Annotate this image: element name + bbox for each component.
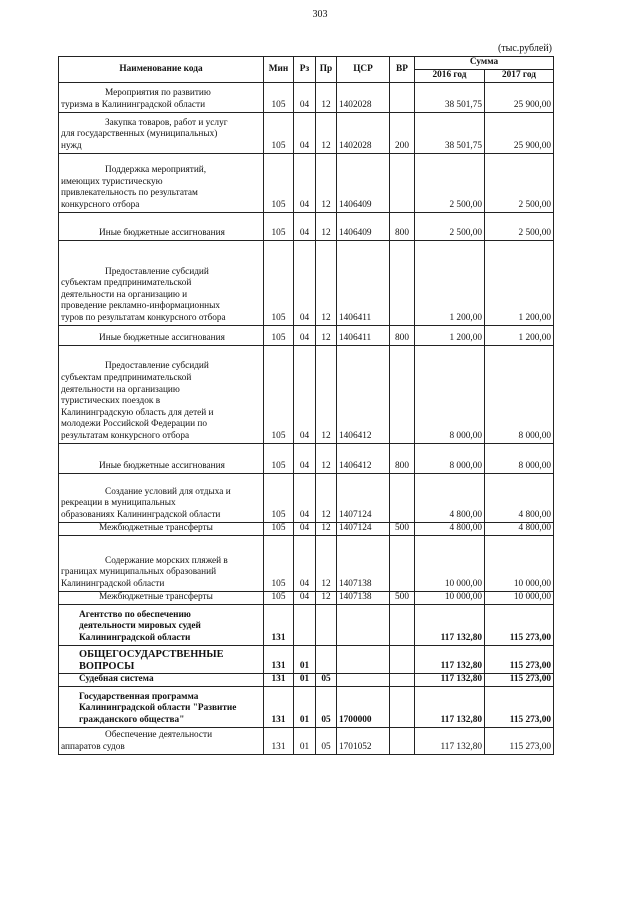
row-name-line: Предоставление субсидий: [105, 266, 209, 277]
row-name-line: Калининградскую область для детей и: [61, 407, 214, 418]
row-min: 105: [264, 535, 294, 591]
row-pr: 12: [316, 325, 337, 345]
row-name-line: проведение рекламно-информационных: [61, 301, 221, 312]
row-amount-2017: 115 273,00: [485, 673, 554, 686]
row-amount-2016: 38 501,75: [415, 82, 485, 112]
row-pr: [316, 645, 337, 673]
row-amount-2016: 2 500,00: [415, 153, 485, 212]
row-amount-2017: 2 500,00: [485, 153, 554, 212]
row-name-line: субъектам предпринимательской: [61, 278, 192, 289]
row-amount-2016: 1 200,00: [415, 240, 485, 325]
row-vr: [390, 727, 415, 754]
row-amount-2017: 1 200,00: [485, 240, 554, 325]
row-rz: 04: [294, 345, 316, 443]
row-name: [59, 325, 264, 345]
row-vr: [390, 345, 415, 443]
row-min: 105: [264, 345, 294, 443]
row-amount-2016: 8 000,00: [415, 345, 485, 443]
table-row: [59, 686, 554, 727]
row-amount-2017: 115 273,00: [485, 645, 554, 673]
row-name-line: субъектам предпринимательской: [61, 373, 192, 384]
row-name-line: ВОПРОСЫ: [79, 661, 135, 672]
row-amount-2017: 25 900,00: [485, 112, 554, 153]
row-name-line: туров по результатам конкурсного отбора: [61, 313, 226, 323]
row-name-line: результатам конкурсного отбора: [61, 431, 190, 441]
row-rz: 04: [294, 443, 316, 473]
table-row: [59, 645, 554, 673]
row-amount-2016: 38 501,75: [415, 112, 485, 153]
row-vr: 800: [390, 212, 415, 240]
row-amount-2017: 4 800,00: [485, 522, 554, 535]
header-year-2016: 2016 год: [415, 69, 485, 82]
row-min: 131: [264, 673, 294, 686]
header-name: Наименование кода: [59, 57, 264, 83]
budget-table: [58, 56, 554, 755]
header-year-2017: 2017 год: [485, 69, 554, 82]
row-min: 131: [264, 727, 294, 754]
row-name: [59, 604, 264, 645]
table-row: [59, 727, 554, 754]
row-rz: 04: [294, 522, 316, 535]
row-pr: 05: [316, 727, 337, 754]
row-amount-2017: 2 500,00: [485, 212, 554, 240]
row-name-line: Калининградской области: [79, 633, 191, 643]
row-name: [59, 645, 264, 673]
header-vr: ВР: [390, 57, 415, 83]
row-min: 131: [264, 645, 294, 673]
row-name-line: имеющих туристическую: [61, 176, 163, 187]
row-name: [59, 153, 264, 212]
row-rz: 04: [294, 535, 316, 591]
header-rz: Рз: [294, 57, 316, 83]
row-vr: 800: [390, 443, 415, 473]
table-row: [59, 345, 554, 443]
row-name-line: Иные бюджетные ассигнования: [99, 228, 225, 238]
row-csr: 1407138: [337, 591, 390, 604]
row-amount-2016: 10 000,00: [415, 535, 485, 591]
row-pr: 12: [316, 535, 337, 591]
table-body: [59, 82, 554, 754]
row-name: [59, 686, 264, 727]
row-amount-2017: 8 000,00: [485, 345, 554, 443]
row-rz: 04: [294, 82, 316, 112]
table-row: [59, 443, 554, 473]
row-name-line: Межбюджетные трансферты: [99, 592, 213, 602]
row-name-line: Иные бюджетные ассигнования: [99, 461, 225, 471]
table-header: [59, 57, 554, 83]
row-amount-2017: 115 273,00: [485, 727, 554, 754]
row-min: 105: [264, 473, 294, 522]
row-name-line: молодежи Российской Федерации по: [61, 419, 208, 430]
row-name: [59, 673, 264, 686]
row-rz: 04: [294, 112, 316, 153]
row-name-line: туристических поездок в: [61, 396, 161, 407]
row-name-line: Калининградской области "Развитие: [79, 703, 237, 714]
row-amount-2016: 8 000,00: [415, 443, 485, 473]
row-name: [59, 212, 264, 240]
table-row: [59, 673, 554, 686]
row-amount-2016: 2 500,00: [415, 212, 485, 240]
row-vr: [390, 686, 415, 727]
row-csr: [337, 645, 390, 673]
row-csr: [337, 604, 390, 645]
row-name-line: для государственных (муниципальных): [61, 129, 218, 140]
row-name-line: конкурсного отбора: [61, 200, 140, 210]
row-pr: 05: [316, 686, 337, 727]
row-pr: 12: [316, 345, 337, 443]
row-name-line: Закупка товаров, работ и услуг: [105, 117, 228, 128]
row-name: [59, 82, 264, 112]
row-name-line: привлекательность по результатам: [61, 188, 198, 199]
row-vr: 200: [390, 112, 415, 153]
row-name: [59, 443, 264, 473]
table-row: [59, 240, 554, 325]
row-name-line: Обеспечение деятельности: [105, 730, 213, 741]
row-name-line: Иные бюджетные ассигнования: [99, 333, 225, 343]
row-name: [59, 522, 264, 535]
row-name: [59, 112, 264, 153]
row-csr: 1406409: [337, 212, 390, 240]
table-row: [59, 112, 554, 153]
row-rz: 04: [294, 325, 316, 345]
row-csr: 1407124: [337, 522, 390, 535]
row-min: 105: [264, 443, 294, 473]
row-pr: 12: [316, 212, 337, 240]
row-csr: [337, 673, 390, 686]
row-amount-2017: 115 273,00: [485, 686, 554, 727]
row-pr: 12: [316, 473, 337, 522]
row-pr: 12: [316, 240, 337, 325]
row-name: [59, 473, 264, 522]
row-min: 131: [264, 686, 294, 727]
row-rz: 04: [294, 153, 316, 212]
row-vr: [390, 473, 415, 522]
row-name-line: деятельности мировых судей: [79, 621, 201, 632]
row-min: 105: [264, 591, 294, 604]
units-label: (тыс.рублей): [497, 43, 552, 54]
row-amount-2017: 10 000,00: [485, 535, 554, 591]
row-name: [59, 535, 264, 591]
row-amount-2017: 115 273,00: [485, 604, 554, 645]
row-name-line: образованиях Калининградской области: [61, 510, 221, 520]
row-amount-2016: 4 800,00: [415, 473, 485, 522]
table-row: [59, 212, 554, 240]
row-min: 105: [264, 112, 294, 153]
row-amount-2017: 25 900,00: [485, 82, 554, 112]
header-sum: Сумма: [415, 57, 554, 70]
row-rz: 04: [294, 591, 316, 604]
row-pr: 12: [316, 153, 337, 212]
row-amount-2017: 1 200,00: [485, 325, 554, 345]
row-csr: 1402028: [337, 112, 390, 153]
row-amount-2016: 117 132,80: [415, 727, 485, 754]
row-min: 105: [264, 153, 294, 212]
row-name-line: Агентство по обеспечению: [79, 609, 191, 620]
row-name-line: Содержание морских пляжей в: [105, 555, 228, 566]
row-csr: 1700000: [337, 686, 390, 727]
row-min: 105: [264, 240, 294, 325]
page-number: 303: [312, 9, 328, 20]
row-amount-2016: 4 800,00: [415, 522, 485, 535]
row-name: [59, 345, 264, 443]
table-row: [59, 535, 554, 591]
row-amount-2016: 1 200,00: [415, 325, 485, 345]
row-rz: 01: [294, 686, 316, 727]
table-row: [59, 325, 554, 345]
row-name-line: Судебная система: [79, 674, 154, 684]
row-vr: [390, 535, 415, 591]
table-row: [59, 153, 554, 212]
row-pr: 12: [316, 591, 337, 604]
row-csr: 1407124: [337, 473, 390, 522]
row-csr: 1406412: [337, 443, 390, 473]
header-pr: Пр: [316, 57, 337, 83]
row-pr: 12: [316, 82, 337, 112]
row-name-line: Калининградской области: [61, 579, 165, 589]
row-amount-2016: 117 132,80: [415, 604, 485, 645]
row-pr: 05: [316, 673, 337, 686]
row-name-line: Мероприятия по развитию: [105, 88, 211, 99]
row-pr: 12: [316, 112, 337, 153]
row-csr: 1407138: [337, 535, 390, 591]
row-min: 131: [264, 604, 294, 645]
row-min: 105: [264, 325, 294, 345]
table-row: [59, 604, 554, 645]
row-vr: [390, 153, 415, 212]
row-amount-2017: 10 000,00: [485, 591, 554, 604]
row-name-line: нужд: [61, 141, 82, 151]
row-pr: 12: [316, 522, 337, 535]
row-vr: 500: [390, 522, 415, 535]
row-name-line: Поддержка мероприятий,: [105, 165, 207, 176]
row-name-line: гражданского общества": [79, 715, 185, 725]
row-csr: 1406411: [337, 240, 390, 325]
row-vr: [390, 82, 415, 112]
row-name-line: Межбюджетные трансферты: [99, 523, 213, 533]
header-min: Мин: [264, 57, 294, 83]
row-name-line: деятельности на организацию и: [61, 289, 188, 300]
row-csr: 1701052: [337, 727, 390, 754]
row-name-line: рекреации в муниципальных: [61, 498, 176, 509]
row-vr: [390, 240, 415, 325]
row-amount-2017: 8 000,00: [485, 443, 554, 473]
row-name: [59, 591, 264, 604]
header-csr: ЦСР: [337, 57, 390, 83]
row-rz: 04: [294, 473, 316, 522]
row-amount-2016: 117 132,80: [415, 686, 485, 727]
row-vr: 800: [390, 325, 415, 345]
row-name-line: границах муниципальных образований: [61, 567, 217, 578]
table-row: [59, 522, 554, 535]
row-rz: 01: [294, 727, 316, 754]
row-csr: 1406411: [337, 325, 390, 345]
row-amount-2017: 4 800,00: [485, 473, 554, 522]
row-rz: 01: [294, 645, 316, 673]
table-row: [59, 591, 554, 604]
row-min: 105: [264, 212, 294, 240]
table-row: [59, 473, 554, 522]
row-name-line: Государственная программа: [79, 691, 199, 702]
row-min: 105: [264, 82, 294, 112]
row-csr: 1406409: [337, 153, 390, 212]
row-pr: [316, 604, 337, 645]
row-vr: [390, 645, 415, 673]
row-name-line: Предоставление субсидий: [105, 361, 209, 372]
row-name-line: аппаратов судов: [61, 742, 125, 752]
row-vr: [390, 604, 415, 645]
row-csr: 1406412: [337, 345, 390, 443]
row-name-line: Создание условий для отдыха и: [105, 486, 231, 497]
row-vr: [390, 673, 415, 686]
row-amount-2016: 117 132,80: [415, 645, 485, 673]
row-name-line: деятельности на организацию: [61, 384, 180, 395]
row-amount-2016: 117 132,80: [415, 673, 485, 686]
row-name-line: ОБЩЕГОСУДАРСТВЕННЫЕ: [79, 649, 224, 661]
row-rz: 04: [294, 212, 316, 240]
row-vr: 500: [390, 591, 415, 604]
row-pr: 12: [316, 443, 337, 473]
row-name: [59, 727, 264, 754]
table-row: [59, 82, 554, 112]
row-amount-2016: 10 000,00: [415, 591, 485, 604]
row-name-line: туризма в Калининградской области: [61, 100, 206, 110]
row-min: 105: [264, 522, 294, 535]
row-rz: [294, 604, 316, 645]
row-name: [59, 240, 264, 325]
row-csr: 1402028: [337, 82, 390, 112]
row-rz: 04: [294, 240, 316, 325]
row-rz: 01: [294, 673, 316, 686]
